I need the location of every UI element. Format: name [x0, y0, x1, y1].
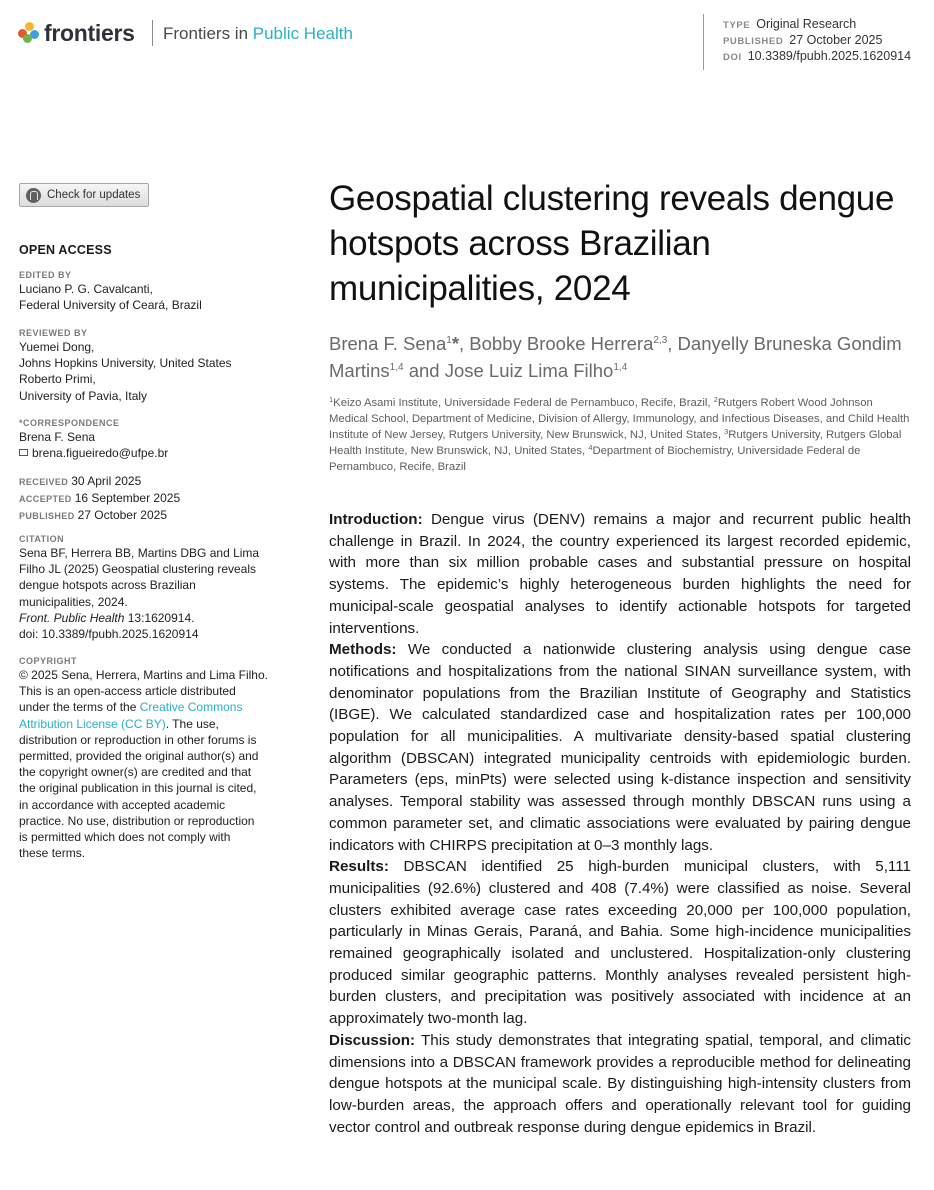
- copyright-text: under the terms of the: [19, 700, 137, 715]
- check-for-updates-label: Check for updates: [47, 189, 141, 201]
- received-date: [19, 473, 289, 490]
- author-affiliation-ref: 1: [446, 335, 452, 346]
- citation-line: dengue hotspots across Brazilian: [19, 578, 196, 593]
- author-separator: ,: [667, 333, 678, 354]
- license-link[interactable]: Attribution License (CC BY): [19, 716, 166, 731]
- copyright-line: © 2025 Sena, Herrera, Martins and Lima Filho.: [19, 668, 268, 682]
- meta-type-key: TYPE: [723, 20, 751, 31]
- meta-divider: [703, 14, 704, 70]
- copyright-label: COPYRIGHT: [19, 656, 78, 666]
- accepted-value: 16 September 2025: [74, 491, 181, 506]
- affiliation-text: Rutgers Robert Wood Johnson Medical School, Department of Medicine, Division of Allergy, Immunology, and Infectious Diseases, and Child Health Institute of New Jersey, Rutgers University, New Brunswick, NJ, United States,: [329, 397, 910, 441]
- affiliation-number: 2: [713, 395, 718, 404]
- affiliation-number: 4: [588, 443, 593, 452]
- abstract: [329, 509, 911, 1138]
- reviewed-by-section: [19, 328, 289, 404]
- copyright-line: practice. No use, distribution or reproduction: [19, 813, 255, 828]
- meta-type: [723, 17, 856, 31]
- accepted-key: ACCEPTED: [19, 494, 72, 505]
- copyright-line: This is an open-access article distributed: [19, 684, 236, 699]
- abstract-heading: Introduction:: [329, 511, 423, 528]
- abstract-text: Dengue virus (DENV) remains a major and recurrent public health challenge in Brazil. In 2024, the country experienced its largest recorded epidemic, with more than six million probable cases and substantial pressure on hospital systems. The epidemic’s highly heterogeneous burden highlights the need for municipal-scale geospatial analyses to identify actionable hotspots for targeted interventions.: [329, 511, 911, 637]
- envelope-icon: [19, 449, 28, 456]
- affiliation-number: 1: [329, 395, 334, 404]
- correspondence-name: Brena F. Sena: [19, 430, 96, 444]
- affiliations: [329, 395, 914, 475]
- copyright-line: the original publication in this journal is cited,: [19, 781, 257, 796]
- published-date: [19, 507, 289, 524]
- copyright-line: these terms.: [19, 846, 86, 861]
- author-name[interactable]: Jose Luiz Lima Filho: [444, 360, 614, 381]
- reviewed-by-label: REVIEWED BY: [19, 328, 88, 338]
- author-separator: and: [403, 360, 445, 381]
- abstract-heading: Results:: [329, 858, 389, 876]
- copyright-line: is permitted which does not comply with: [19, 830, 231, 845]
- license-link[interactable]: Creative Commons: [139, 700, 243, 715]
- article-title: Geospatial clustering reveals dengue hotspots across Brazilian municipalities, 2024: [329, 179, 895, 308]
- copyright-text: . The use,: [165, 716, 219, 731]
- reviewer-2-name: Roberto Primi,: [19, 372, 96, 387]
- meta-published-key: PUBLISHED: [723, 36, 784, 47]
- meta-published: [723, 33, 882, 47]
- citation-line: Filho JL (2025) Geospatial clustering reveals: [19, 562, 257, 577]
- edited-by-section: [19, 270, 289, 313]
- meta-doi-value[interactable]: 10.3389/fpubh.2025.1620914: [747, 49, 912, 63]
- author-list: [329, 330, 919, 384]
- correspondence-email[interactable]: brena.figueiredo@ufpe.br: [32, 446, 169, 461]
- copyright-line: permitted, provided the original author(s) and: [19, 749, 259, 764]
- citation-journal-line: [19, 610, 289, 626]
- reviewer-2-affiliation: University of Pavia, Italy: [19, 388, 148, 403]
- reviewer-1-affiliation: Johns Hopkins University, United States: [19, 356, 232, 371]
- abstract-text: DBSCAN identified 25 high-burden municipal clusters, with 5,111 municipalities (92.6%) clustered and 408 (7.4%) were classified as noise. Several clusters exhibited average case rates exceeding 20,000 per 100,000 population, particularly in Minas Gerais, Paraná, and Bahia. Some high-incidence municipalities remained geographically isolated and unclustered. Hospitalization-only clustering produced similar geographic patterns. Monthly analyses revealed persistent high-burden clusters, and precipitation was positively associated with incidence at an approximately two-month lag.: [329, 858, 911, 1028]
- affiliation-text: Keizo Asami Institute, Universidade Federal de Pernambuco, Recife, Brazil,: [333, 397, 714, 409]
- abstract-heading: Discussion:: [329, 1031, 416, 1049]
- abstract-text: We conducted a nationwide clustering analysis using dengue case notifications and hospitalizations from the national SINAN surveillance system, with denominator populations from the Brazilian Institute of Geography and Statistics (IBGE). We calculated standardized case and hospitalization rates per 100,000 population for all municipalities. A multivariate density-based spatial clustering algorithm (DBSCAN) integrated municipality centroids with epidemiologic burden. Parameters (eps, minPts) were selected using k-distance inspection and sensitivity analyses. Temporal stability was assessed through monthly DBSCAN runs using a common parameter set, and climatic associations were evaluated by pairing dengue indicators with CHIRPS precipitation at 0–3 monthly lags.: [329, 641, 911, 854]
- journal-title: Public Health: [252, 24, 353, 43]
- author-affiliation-ref: 1,4: [389, 362, 404, 373]
- citation-section: [19, 534, 289, 642]
- editor-affiliation: Federal University of Ceará, Brazil: [19, 298, 202, 313]
- journal-name[interactable]: [163, 24, 353, 44]
- copyright-line: in accordance with accepted academic: [19, 797, 226, 812]
- meta-doi-key: DOI: [723, 52, 742, 63]
- author-separator: ,: [459, 333, 470, 354]
- frontiers-logo[interactable]: [18, 18, 135, 48]
- abstract-heading: Methods:: [329, 641, 397, 659]
- copyright-line: the copyright owner(s) are credited and that: [19, 765, 252, 780]
- citation-line: municipalities, 2024.: [19, 594, 128, 609]
- copyright-line: distribution or reproduction in other forums is: [19, 732, 257, 747]
- affiliation-number: 3: [724, 427, 729, 436]
- copyright-line-with-link: [19, 699, 289, 715]
- edited-by-label: EDITED BY: [19, 270, 72, 280]
- author-affiliation-ref: 2,3: [653, 335, 668, 346]
- affiliation-text: Rutgers University, Rutgers Global Health Institute, New Brunswick, NJ, United States,: [329, 429, 902, 457]
- open-access-label: OPEN ACCESS: [19, 243, 112, 257]
- published-value: 27 October 2025: [77, 508, 168, 523]
- published-key: PUBLISHED: [19, 511, 75, 522]
- received-value: 30 April 2025: [71, 474, 142, 488]
- correspondence-section: [19, 418, 289, 461]
- frontiers-logo-icon: [18, 22, 40, 44]
- corresponding-mark: *: [451, 333, 460, 354]
- citation-volume: 13:1620914.: [124, 610, 195, 625]
- editor-name: Luciano P. G. Cavalcanti,: [19, 282, 153, 296]
- meta-doi[interactable]: [723, 49, 911, 63]
- abstract-results: [329, 856, 911, 1030]
- check-for-updates-button[interactable]: [19, 183, 149, 207]
- correspondence-email-row[interactable]: [19, 445, 289, 461]
- copyright-section: [19, 656, 289, 861]
- brand-name: frontiers: [44, 19, 135, 46]
- citation-journal: Front. Public Health: [19, 610, 125, 625]
- received-key: RECEIVED: [19, 477, 69, 487]
- journal-prefix: Frontiers in: [163, 24, 249, 43]
- author-name[interactable]: Danyelly Bruneska Gondim Martins: [329, 333, 902, 381]
- abstract-methods: [329, 639, 911, 856]
- meta-type-value: Original Research: [756, 17, 857, 31]
- crossmark-icon: [26, 188, 41, 203]
- abstract-discussion: [329, 1030, 911, 1139]
- affiliation-text: Department of Biochemistry, Universidade Federal de Pernambuco, Recife, Brazil: [329, 445, 861, 473]
- reviewer-1-name: Yuemei Dong,: [19, 340, 95, 354]
- citation-label: CITATION: [19, 534, 65, 544]
- citation-line: Sena BF, Herrera BB, Martins DBG and Lima: [19, 546, 260, 560]
- abstract-introduction: [329, 509, 911, 639]
- author-affiliation-ref: 1,4: [613, 362, 628, 373]
- abstract-text: This study demonstrates that integrating spatial, temporal, and climatic dimensions into a DBSCAN framework provides a reproducible method for delineating dengue hotspots at the municipal scale. By distinguishing high-intensity clusters from low-burden areas, the approach offers and operationally relevant tool for guiding vector control and outbreak response during dengue epidemics in Brazil.: [329, 1031, 911, 1136]
- citation-doi[interactable]: doi: 10.3389/fpubh.2025.1620914: [19, 627, 199, 642]
- header-divider: [152, 20, 153, 46]
- correspondence-label: *CORRESPONDENCE: [19, 418, 120, 428]
- dates-section: [19, 473, 289, 525]
- copyright-line-with-link: [19, 716, 289, 732]
- author-name[interactable]: Bobby Brooke Herrera: [469, 333, 654, 354]
- meta-published-value: 27 October 2025: [789, 33, 883, 47]
- author-name[interactable]: Brena F. Sena: [329, 333, 447, 354]
- accepted-date: [19, 490, 289, 507]
